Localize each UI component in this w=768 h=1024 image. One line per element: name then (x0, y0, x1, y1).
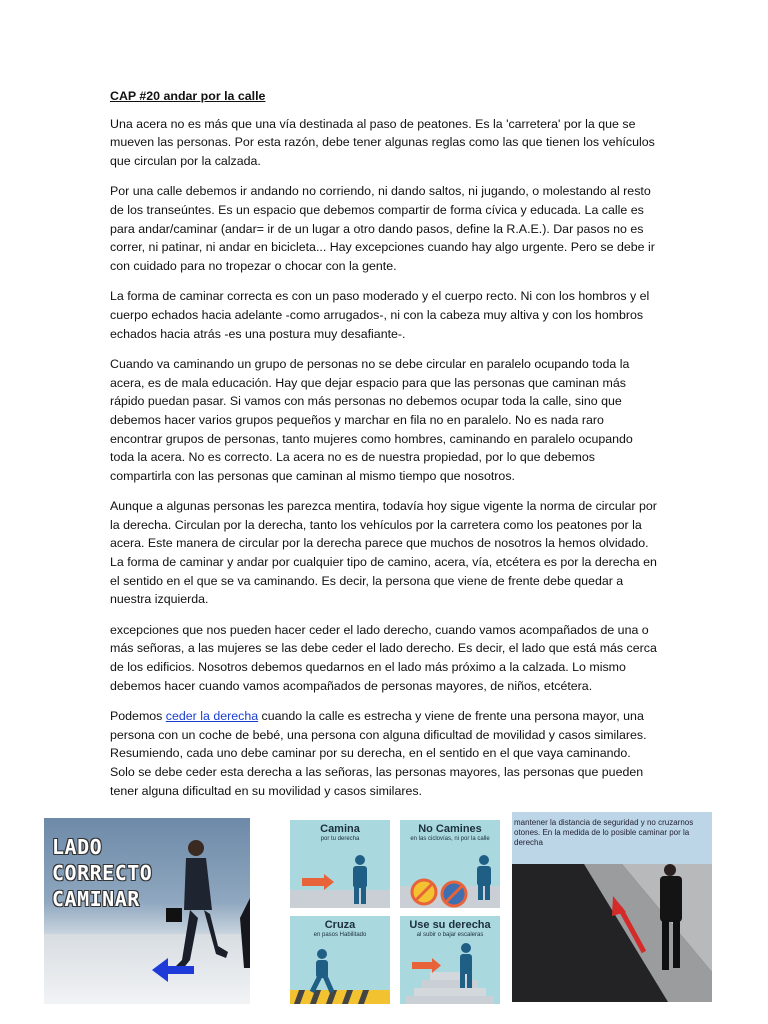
tile-subtitle: en las ciclovías, ni por la calle (410, 836, 490, 842)
overlay-line: CAMINAR (52, 887, 140, 911)
document-body (110, 87, 658, 812)
paragraph-text: Podemos (110, 709, 166, 724)
pedestrian-rules-grid (290, 820, 500, 1004)
direction-arrow-head (152, 958, 168, 982)
tile-subtitle: en pasos Habilitado (313, 932, 367, 938)
document-title: CAP #20 andar por la calle (110, 89, 266, 103)
tile-cruza (290, 916, 390, 1004)
paragraph: Por una calle debemos ir andando no corriendo, ni dando saltos, ni jugando, o molestando al resto de los transeúntes. Es un espacio que debemos compartir de forma cívica y educada. La calle es para andar/caminar (andar= ir de un lugar a otro dando pasos, define la R.A.E.). Dar pasos no es correr, ni patinar, ni andar en bicicleta... Hay excepciones cuando hay algo urgente. Pero se debe ir con cuidado para no tropezar o chocar con la gente. (110, 184, 655, 273)
tile-subtitle: por tu derecha (320, 836, 360, 842)
paragraph-with-link (110, 707, 658, 800)
tile-title: Camina (320, 823, 360, 835)
tile-use-su-derecha (400, 916, 500, 1004)
photo-walking-right (512, 812, 712, 1002)
photo-overlay-text (52, 834, 152, 912)
paragraph: excepciones que nos pueden hacer ceder el lado derecho, cuando vamos acompañados de una o más señoras, a las mujeres se las debe ceder el lado derecho. Es decir, el lado que está más cerca de los edificios. Nosotros debemos quedarnos en el lado más próximo a la calzada. Lo mismo debemos hacer cuando vamos acompañados de personas mayores, de niños, etcétera. (110, 622, 657, 693)
tile-title: No Camines (418, 823, 482, 835)
tile-camina (290, 820, 390, 908)
paragraph: Cuando va caminando un grupo de personas no se debe circular en paralelo ocupando toda la acera, es de mala educación. Hay que dejar espacio para que las personas que caminan más rápido puedan pasar. Si vamos con más personas no debemos ocupar toda la calle, sino que debemos hacer varios grupos pequeños y marchar en fila no en paralelo. No es nada raro encontrar grupos de personas, tanto mujeres como hombres, caminando en paralelo ocupando toda la acera. No es correcto. La acera no es de nuestra propiedad, por lo que debemos compartirla con las personas que caminan al mismo tiempo que nosotros. (110, 357, 633, 483)
overlay-line: LADO (52, 835, 103, 859)
tile-subtitle: al subir o bajar escaleras (416, 932, 484, 938)
photo-caption: mantener la distancia de seguridad y no cruzarnos otones. En la medida de lo posible caminar por la derecha (512, 812, 712, 864)
paragraph: Una acera no es más que una vía destinada al paso de peatones. Es la 'carretera' por la que se mueven las personas. Por esta razón, debe tener algunas reglas como las que tienen los vehículos que circulan por la calzada. (110, 116, 655, 168)
overlay-line: CORRECTO (52, 861, 153, 885)
paragraph: La forma de caminar correcta es con un paso moderado y el cuerpo recto. Ni con los hombros y el cuerpo echados hacia adelante -como arrugados-, ni con la cabeza muy altiva y con los hombros echados hacia atrás -es una postura muy desafiante-. (110, 289, 650, 341)
photo-walking-man (44, 818, 250, 1004)
ceder-la-derecha-link[interactable]: ceder la derecha (165, 709, 259, 724)
tile-no-camines (400, 820, 500, 908)
direction-arrow-shaft (166, 966, 194, 974)
tile-title: Cruza (324, 919, 356, 931)
paragraph-text: cuando la calle es estrecha y viene de frente una persona mayor, una persona con un coche de bebé, una persona con alguna dificultad de movilidad y casos similares. Resumiendo, cada uno debe caminar por su derecha, en el sentido en el que vaya caminando. Solo se debe ceder esta derecha a las señoras, las personas mayores, las personas que pueden tener alguna dificultad en su movilidad y casos similares. (110, 709, 647, 798)
tile-title: Use su derecha (409, 919, 491, 931)
image-strip (0, 810, 768, 1010)
paragraph: Aunque a algunas personas les parezca mentira, todavía hoy sigue vigente la norma de circular por la derecha. Circulan por la derecha, tanto los vehículos por la carretera como los peatones por la acera. Este manera de circular por la derecha parece que muchos de nosotros la hemos olvidado. La forma de caminar y andar por cualquier tipo de camino, acera, vía, etcétera es por la derecha en el sentido en el que se va caminando. Es decir, la persona que viene de frente debe quedar a nuestra izquierda. (110, 499, 657, 607)
